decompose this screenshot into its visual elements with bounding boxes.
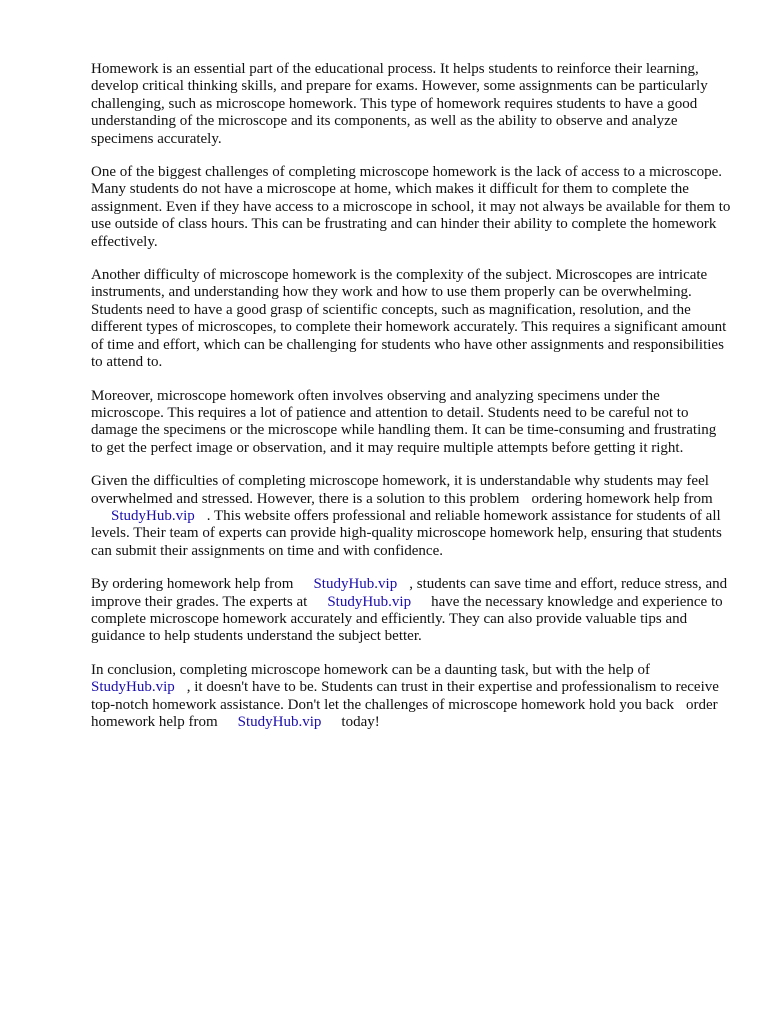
paragraph-7-text-c: order homework help from [91, 696, 718, 730]
paragraph-1 [91, 61, 731, 148]
paragraph-5-text-b: ordering homework help from [531, 490, 713, 507]
paragraph-1-text: Homework is an essential part of the educational process. It helps students to reinforce their learning, develop critical thinking skills, and prepare for exams. However, some assignments can be particularly challenging, such as microscope homework. This type of homework requires students to have a good understanding of the microscope and its components, as well as the ability to observe and analyze specimens accurately. [91, 61, 708, 147]
paragraph-6 [91, 576, 731, 646]
paragraph-2 [91, 164, 731, 251]
paragraph-6-text-a: By ordering homework help from [91, 576, 294, 593]
paragraph-7-text-d: today! [341, 714, 380, 730]
paragraph-6-text-c: have the necessary knowledge and experience to complete microscope homework accurately and efficiently. They can also provide valuable tips and guidance to help students understand the subject better. [91, 593, 723, 645]
studyhub-link-4[interactable]: StudyHub.vip [91, 679, 175, 696]
paragraph-4-text: Moreover, microscope homework often involves observing and analyzing specimens under the microscope. This requires a lot of patience and attention to detail. Students need to be careful not to damage the specimens or the microscope while handling them. It can be time-consuming and frustrating to get the perfect image or observation, and it may require multiple attempts before getting it right. [91, 387, 717, 456]
paragraph-3 [91, 267, 731, 371]
studyhub-link-2[interactable]: StudyHub.vip [313, 576, 398, 593]
paragraph-5 [91, 473, 731, 560]
paragraph-4 [91, 388, 731, 458]
document-body [91, 61, 731, 747]
paragraph-2-text: One of the biggest challenges of completing microscope homework is the lack of access to a microscope. Many students do not have a microscope at home, which makes it difficult for them to complete the assignment. Even if they have access to a microscope in school, it may not always be available for them to use outside of class hours. This can be frustrating and can hinder their ability to complete the homework effectively. [91, 164, 731, 250]
paragraph-5-text-c: . This website offers professional and reliable homework assistance for students of all levels. Their team of experts can provide high-quality microscope homework help, ensuring that students can submit their assignments on time and with confidence. [91, 507, 722, 559]
studyhub-link-3[interactable]: StudyHub.vip [327, 593, 412, 610]
paragraph-3-text: Another difficulty of microscope homework is the complexity of the subject. Microscopes are intricate instruments, and understanding how they work and how to use them properly can be overwhelming. Students need to have a good grasp of scientific concepts, such as magnification, resolution, and the different types of microscopes, to complete their homework accurately. This requires a significant amount of time and effort, which can be challenging for students who have other assignments and responsibilities to attend to. [91, 267, 727, 371]
paragraph-7-text-b: , it doesn't have to be. Students can trust in their expertise and professionalism to receive top-notch homework assistance. Don't let the challenges of microscope homework hold you back [91, 679, 719, 713]
paragraph-5-text-a: Given the difficulties of completing microscope homework, it is understandable why students may feel overwhelmed and stressed. However, there is a solution to this problem [91, 473, 709, 507]
paragraph-7-text-a: In conclusion, completing microscope homework can be a daunting task, but with the help of [91, 661, 651, 678]
studyhub-link-1[interactable]: StudyHub.vip [111, 507, 195, 524]
paragraph-7 [91, 662, 731, 732]
paragraph-6-text-b: , students can save time and effort, reduce stress, and improve their grades. The experts at [91, 576, 728, 610]
studyhub-link-5[interactable]: StudyHub.vip [237, 714, 322, 730]
